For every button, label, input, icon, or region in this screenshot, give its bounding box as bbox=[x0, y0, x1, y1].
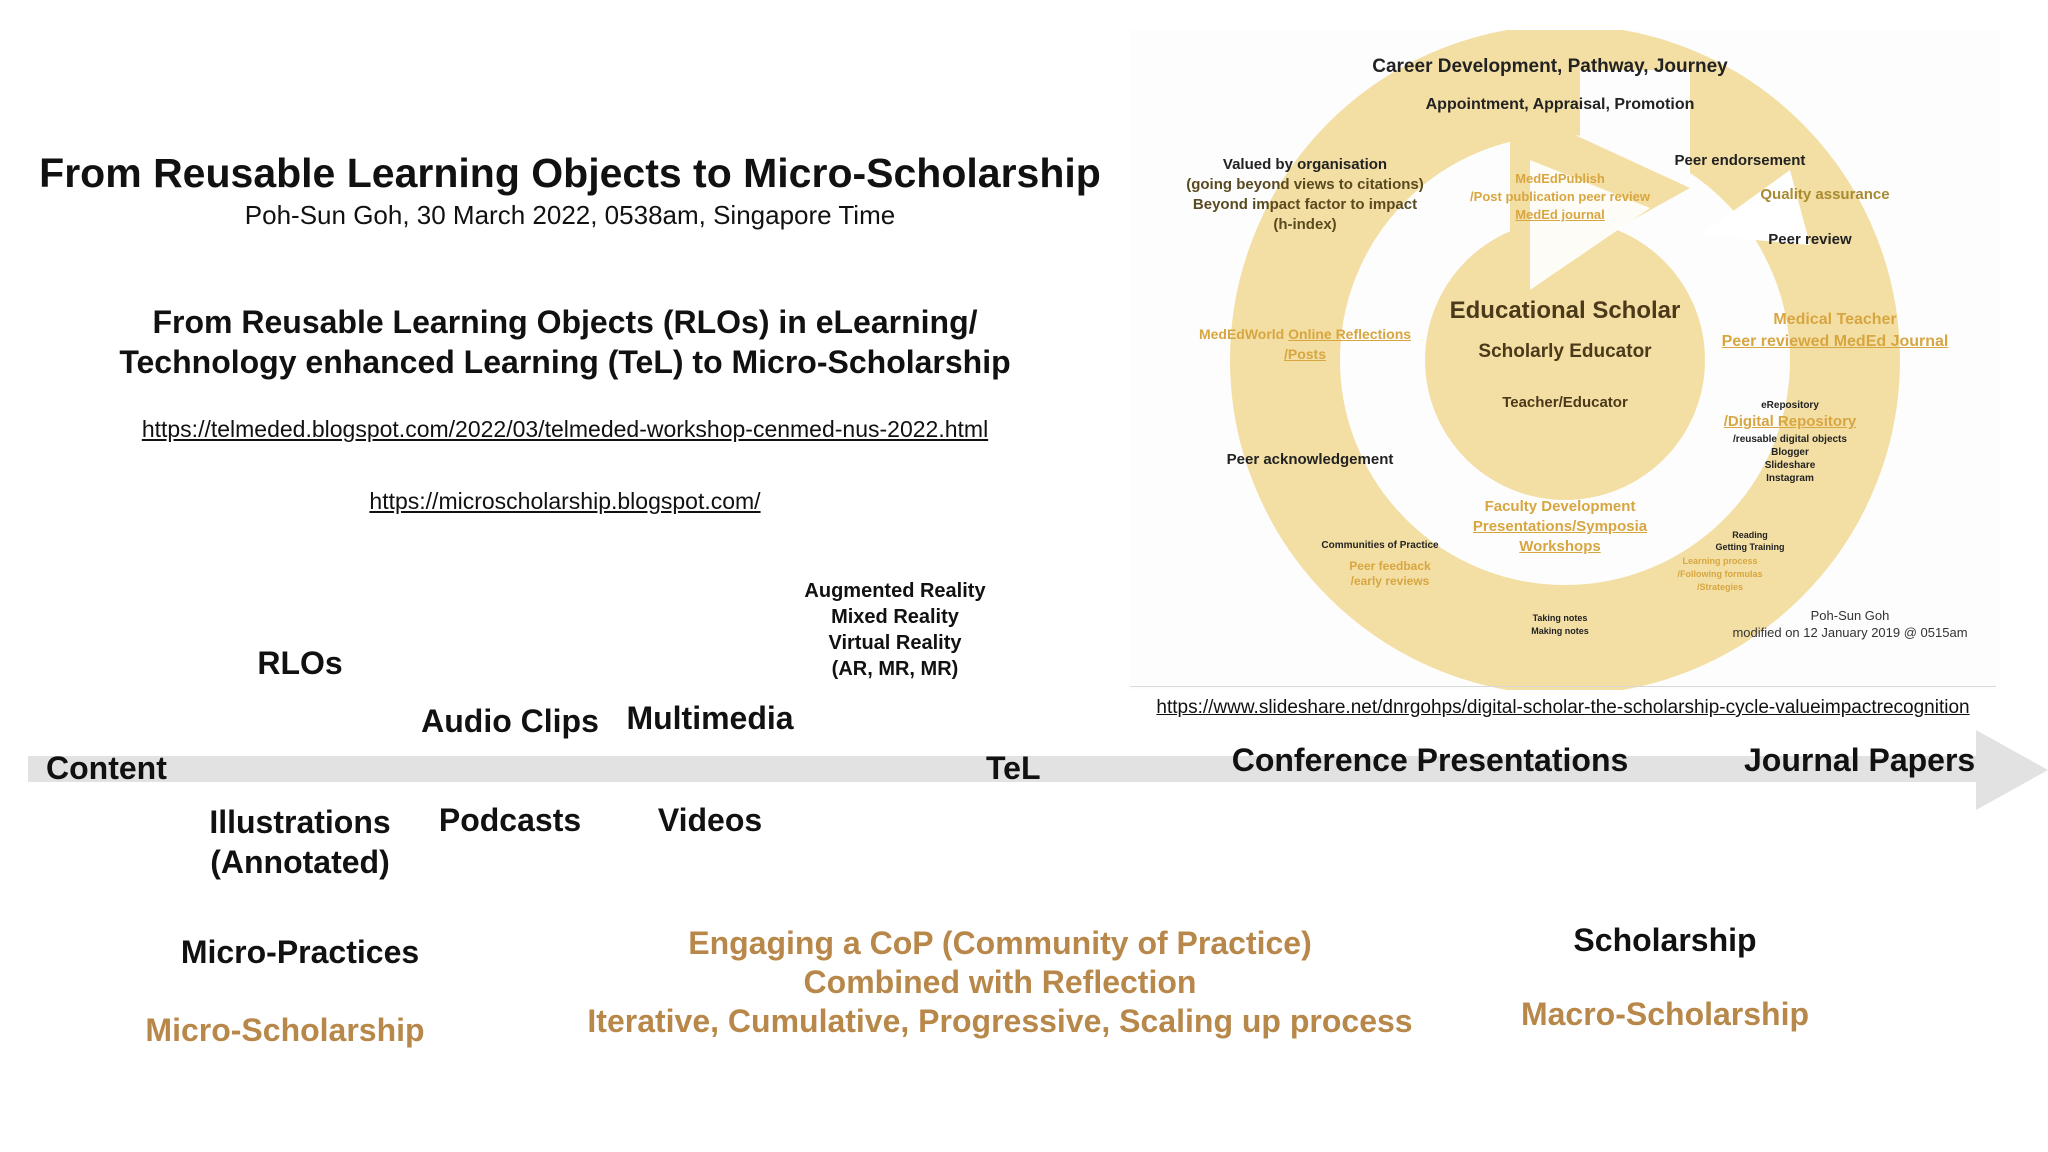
podcasts-label: Podcasts bbox=[438, 802, 582, 838]
mededworld-label bbox=[1180, 324, 1430, 364]
taking-notes-label bbox=[1500, 612, 1620, 638]
faculty-development-label bbox=[1440, 497, 1680, 557]
medpub-line-1: MedEdPublish bbox=[1515, 171, 1605, 186]
valued-line-2: (going beyond views to citations) bbox=[1186, 176, 1424, 193]
educational-scholar-label: Educational Scholar bbox=[1449, 297, 1681, 324]
engaging-line-1: Engaging a CoP (Community of Practice) bbox=[688, 925, 1312, 961]
slideshare-link-row bbox=[1130, 697, 1996, 719]
valued-line-4: (h-index) bbox=[1273, 216, 1337, 233]
videos-label: Videos bbox=[657, 802, 763, 838]
multimedia-label: Multimedia bbox=[626, 700, 794, 736]
timeline-arrow-head bbox=[1976, 730, 2048, 810]
medpub-line-2: /Post publication peer review bbox=[1470, 189, 1650, 204]
erepository-text: eRepository bbox=[1761, 400, 1819, 411]
macro-scholarship-label: Macro-Scholarship bbox=[1520, 996, 1810, 1032]
instagram-text: Instagram bbox=[1766, 473, 1814, 484]
reusable-text: /reusable digital objects bbox=[1733, 434, 1847, 445]
page-subtitle: Poh-Sun Goh, 30 March 2022, 0538am, Singapore Time bbox=[244, 200, 896, 230]
teacher-educator-label: Teacher/Educator bbox=[1502, 394, 1628, 411]
diagram-author-text: Poh-Sun Goh bbox=[1810, 608, 1890, 623]
faculty-workshops-link[interactable]: Workshops bbox=[1519, 538, 1601, 555]
mededworld-text: MedEdWorld bbox=[1198, 326, 1285, 342]
illustrations-label bbox=[170, 802, 430, 882]
career-label: Career Development, Pathway, Journey bbox=[1372, 56, 1728, 77]
engaging-line-2: Combined with Reflection bbox=[803, 964, 1197, 1000]
making-notes-text: Making notes bbox=[1531, 626, 1589, 636]
telmeded-workshop-link[interactable]: https://telmeded.blogspot.com/2022/03/telmeded-workshop-cenmed-nus-2022.html bbox=[141, 416, 989, 442]
slideshare-text: Slideshare bbox=[1764, 460, 1816, 471]
peer-acknowledgement-label: Peer acknowledgement bbox=[1226, 451, 1394, 468]
quality-assurance-label: Quality assurance bbox=[1760, 186, 1890, 203]
audio-clips-label: Audio Clips bbox=[421, 703, 599, 739]
illustrations-line-2: (Annotated) bbox=[210, 844, 390, 880]
section-heading bbox=[30, 302, 1100, 382]
blogger-text: Blogger bbox=[1771, 447, 1809, 458]
erepository-label bbox=[1700, 400, 1880, 412]
ar-line-3: Virtual Reality bbox=[828, 632, 962, 654]
reading-text: Reading bbox=[1732, 530, 1768, 540]
peer-endorsement-label: Peer endorsement bbox=[1674, 152, 1806, 169]
valued-line-1: Valued by organisation bbox=[1222, 156, 1388, 173]
peer-feedback-line-1: Peer feedback bbox=[1349, 559, 1431, 573]
valued-line-3: Beyond impact factor to impact bbox=[1192, 196, 1418, 213]
micro-practices-label: Micro-Practices bbox=[180, 934, 420, 970]
section-heading-line-1: From Reusable Learning Objects (RLOs) in eLearning/ bbox=[152, 304, 978, 340]
content-label: Content bbox=[46, 750, 167, 786]
peer-feedback-label bbox=[1310, 559, 1470, 589]
microscholarship-link-row bbox=[30, 488, 1100, 515]
peer-reviewed-journal-link[interactable]: Peer reviewed MedEd Journal bbox=[1721, 333, 1949, 350]
learning-process-label bbox=[1660, 555, 1780, 594]
rlos-label: RLOs bbox=[257, 645, 343, 681]
diagram-author-label bbox=[1700, 607, 2000, 641]
medpub-label bbox=[1440, 170, 1680, 224]
illustrations-line-1: Illustrations bbox=[209, 804, 391, 840]
medical-teacher-label bbox=[1700, 309, 1970, 353]
faculty-presentations-link[interactable]: Presentations/Symposia bbox=[1472, 518, 1648, 535]
taking-notes-text: Taking notes bbox=[1532, 613, 1588, 623]
online-reflections-link[interactable]: Online Reflections bbox=[1288, 326, 1412, 342]
getting-training-text: Getting Training bbox=[1715, 542, 1785, 552]
repository-platforms-label bbox=[1700, 433, 1880, 485]
learning-line-1: Learning process bbox=[1682, 556, 1758, 566]
engaging-cop-block bbox=[560, 924, 1440, 1041]
journal-papers-label: Journal Papers bbox=[1744, 742, 1976, 778]
communities-of-practice-label: Communities of Practice bbox=[1321, 540, 1439, 551]
medical-teacher-text: Medical Teacher bbox=[1773, 311, 1897, 328]
peer-review-label: Peer review bbox=[1768, 231, 1852, 248]
learning-line-3: /Strategies bbox=[1696, 582, 1744, 592]
ar-line-2: Mixed Reality bbox=[831, 606, 959, 628]
learning-line-2: /Following formulas bbox=[1677, 569, 1763, 579]
appointment-label: Appointment, Appraisal, Promotion bbox=[1425, 96, 1695, 113]
faculty-line-1: Faculty Development bbox=[1484, 498, 1636, 515]
digital-repository-link[interactable]: /Digital Repository bbox=[1723, 413, 1857, 430]
peer-feedback-line-2: /early reviews bbox=[1350, 574, 1430, 588]
scholarly-educator-label: Scholarly Educator bbox=[1478, 341, 1652, 362]
telmeded-link-row bbox=[30, 416, 1100, 443]
microscholarship-blog-link[interactable]: https://microscholarship.blogspot.com/ bbox=[369, 488, 761, 514]
micro-scholarship-label: Micro-Scholarship bbox=[145, 1012, 425, 1048]
medpub-line-3[interactable]: MedEd journal bbox=[1515, 207, 1605, 222]
reading-training-label bbox=[1690, 529, 1810, 553]
diagram-modified-text: modified on 12 January 2019 @ 0515am bbox=[1732, 625, 1968, 640]
section-heading-line-2: Technology enhanced Learning (TeL) to Micro-Scholarship bbox=[119, 344, 1011, 380]
posts-link[interactable]: /Posts bbox=[1283, 346, 1326, 362]
engaging-line-3: Iterative, Cumulative, Progressive, Scaling up process bbox=[587, 1003, 1413, 1039]
slideshare-link[interactable]: https://www.slideshare.net/dnrgohps/digital-scholar-the-scholarship-cycle-valueimpactrecognition bbox=[1156, 697, 1970, 718]
ar-mr-vr-label bbox=[760, 578, 1030, 682]
scholarship-label: Scholarship bbox=[1573, 922, 1757, 958]
valued-by-organisation-label bbox=[1160, 155, 1450, 235]
page-title: From Reusable Learning Objects to Micro-Scholarship bbox=[39, 150, 1101, 196]
tel-label: TeL bbox=[986, 750, 1041, 786]
ar-line-4: (AR, MR, MR) bbox=[831, 658, 959, 680]
ar-line-1: Augmented Reality bbox=[804, 580, 986, 602]
diagram-divider bbox=[1130, 686, 1996, 687]
conference-presentations-label: Conference Presentations bbox=[1231, 742, 1629, 778]
